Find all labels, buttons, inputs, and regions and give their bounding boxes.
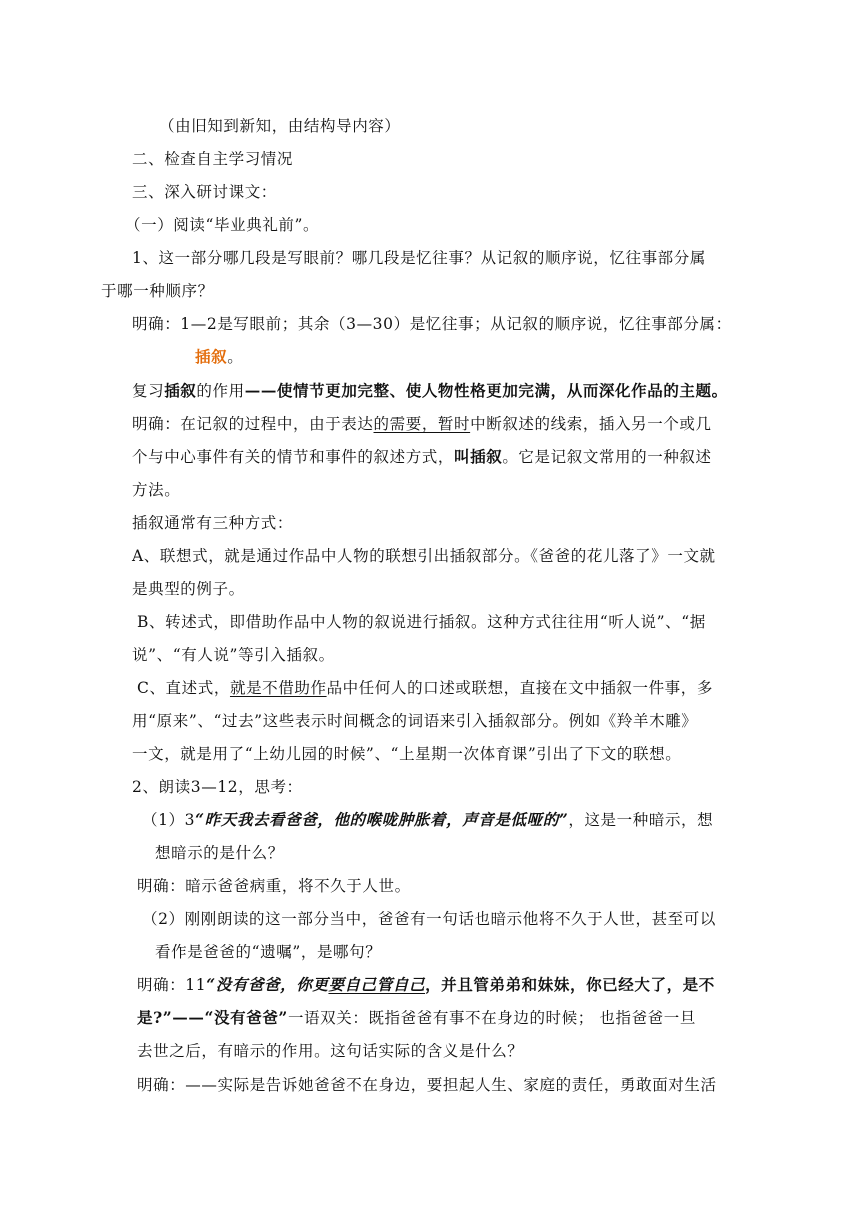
question-text: 看作是爸爸的“遗嘱”，是哪句？ xyxy=(155,943,382,961)
question-text: （2）刚刚朗读的这一部分当中，爸爸有一句话也暗示他将不久于人世，甚至可以 xyxy=(142,910,716,928)
definition-text: 方法。 xyxy=(132,481,181,499)
question-text: 想暗示的是什么？ xyxy=(155,844,284,862)
list-item: 用“原来”、“过去”这些表示时间概念的词语来引入插叙部分。例如《羚羊木雕》 xyxy=(132,712,698,730)
list-item: C、直述式，就是不借助作品中任何人的口述或联想，直接在文中插叙一件事，多 xyxy=(137,679,713,697)
section-heading: 二、检查自主学习情况 xyxy=(132,150,294,168)
definition-text: 明确：在记叙的过程中，由于表达的需要，暂时中断叙述的线索，插入另一个或几 xyxy=(132,415,712,433)
text-line: 插叙通常有三种方式： xyxy=(132,514,294,532)
question-heading: 2、朗读3—12，思考： xyxy=(132,778,303,796)
answer-text: 明确：1—2是写眼前；其余（3—30）是忆往事；从记叙的顺序说，忆往事部分属： xyxy=(132,315,732,333)
list-item: A、联想式，就是通过作品中人物的联想引出插叙部分。《爸爸的花儿落了》一文就 xyxy=(132,547,716,565)
answer-text: 是?”——“没有爸爸”一语双关：既指爸爸有事不在身边的时候； 也指爸爸一旦 xyxy=(137,1008,696,1027)
list-item: 一文，就是用了“上幼儿园的时候”、“上星期一次体育课”引出了下文的联想。 xyxy=(132,745,682,763)
highlight-keyword: 插叙 xyxy=(195,348,228,366)
question-text: （1）3“昨天我去看爸爸，他的喉咙肿胀着，声音是低哑的”，这是一种暗示，想 xyxy=(142,810,714,829)
answer-text: 明确：11“没有爸爸，你更要自己管自己，并且管弟弟和妹妹，你已经大了，是不 xyxy=(137,975,715,994)
answer-text: 去世之后，有暗示的作用。这句话实际的含义是什么？ xyxy=(137,1042,524,1060)
section-heading: 三、深入研讨课文： xyxy=(132,183,277,201)
answer-text: 明确：——实际是告诉她爸爸不在身边，要担起人生、家庭的责任，勇敢面对生活 xyxy=(137,1076,717,1094)
question-text: 于哪一种顺序？ xyxy=(101,282,214,300)
list-item: B、转述式，即借助作品中人物的叙说进行插叙。这种方式往往用“听人说”、“据 xyxy=(137,613,706,631)
review-line: 复习插叙的作用——使情节更加完整、使人物性格更加完满，从而深化作品的主题。 xyxy=(132,381,728,400)
list-item: 是典型的例子。 xyxy=(132,580,245,598)
subsection-heading: （一）阅读“毕业典礼前”。 xyxy=(125,216,320,234)
answer-text: 明确：暗示爸爸病重，将不久于人世。 xyxy=(137,877,411,895)
definition-text: 个与中心事件有关的情节和事件的叙述方式，叫插叙。它是记叙文常用的一种叙述 xyxy=(132,447,712,466)
answer-text: 插叙。 xyxy=(195,348,244,366)
list-item: 说”、“有人说”等引入插叙。 xyxy=(132,646,335,664)
text-line: （由旧知到新知，由结构导内容） xyxy=(159,117,401,135)
question-text: 1、这一部分哪几段是写眼前？哪几段是忆往事？从记叙的顺序说，忆往事部分属 xyxy=(132,249,706,267)
